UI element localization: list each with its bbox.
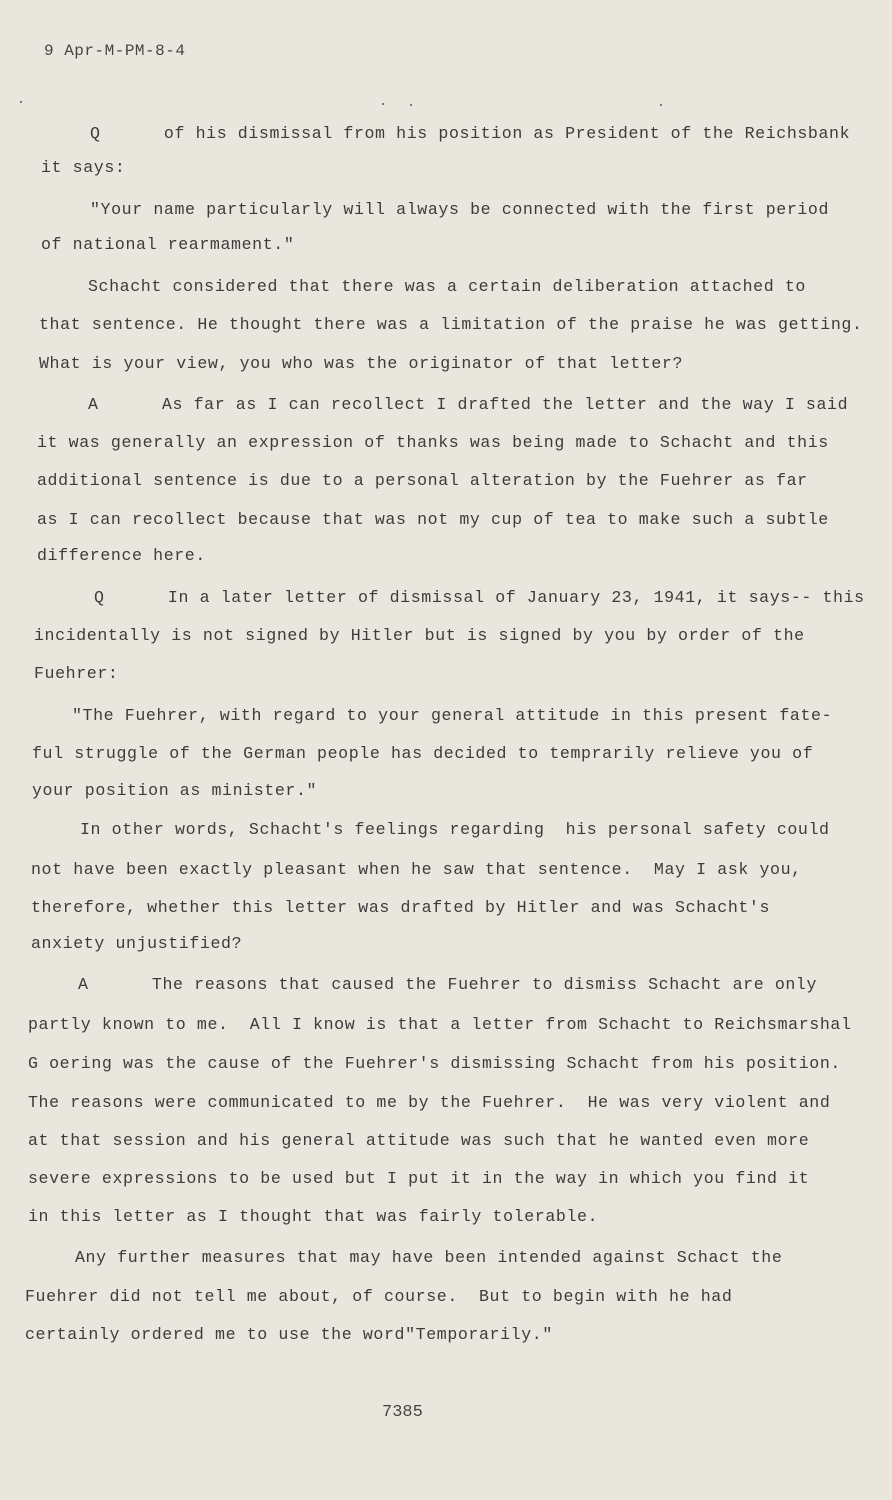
page-number: 7385 xyxy=(382,1403,423,1422)
text-line: Fuehrer: xyxy=(34,664,119,683)
text-line: Q In a later letter of dismissal of January 23, 1941, it says-- this xyxy=(94,588,865,607)
text-line: "The Fuehrer, with regard to your general attitude in this present fate- xyxy=(72,706,833,725)
text-line: it was generally an expression of thanks was being made to Schacht and this xyxy=(37,433,829,452)
text-line: your position as minister." xyxy=(32,781,318,800)
text-line: The reasons were communicated to me by the Fuehrer. He was very violent and xyxy=(28,1093,831,1112)
text-line: Fuehrer did not tell me about, of course. But to begin with he had xyxy=(25,1287,733,1306)
text-line: certainly ordered me to use the word"Temporarily." xyxy=(25,1325,553,1344)
text-line: in this letter as I thought that was fairly tolerable. xyxy=(28,1207,599,1226)
text-line: that sentence. He thought there was a limitation of the praise he was getting. xyxy=(39,315,863,334)
text-line: "Your name particularly will always be connected with the first period xyxy=(90,200,830,219)
scan-speck xyxy=(20,101,22,103)
text-line: it says: xyxy=(41,158,126,177)
scan-speck xyxy=(410,104,412,106)
scan-speck xyxy=(382,103,384,105)
text-line: A The reasons that caused the Fuehrer to dismiss Schacht are only xyxy=(78,975,818,994)
text-line: additional sentence is due to a personal alteration by the Fuehrer as far xyxy=(37,471,808,490)
text-line: therefore, whether this letter was drafted by Hitler and was Schacht's xyxy=(31,898,771,917)
text-line: anxiety unjustified? xyxy=(31,934,243,953)
text-line: severe expressions to be used but I put it in the way in which you find it xyxy=(28,1169,810,1188)
text-line: partly known to me. All I know is that a letter from Schacht to Reichsmarshal xyxy=(28,1015,852,1034)
text-line: difference here. xyxy=(37,546,206,565)
text-line: G oering was the cause of the Fuehrer's dismissing Schacht from his position. xyxy=(28,1054,841,1073)
text-line: Q of his dismissal from his position as President of the Reichsbank xyxy=(90,124,851,143)
scan-speck xyxy=(660,104,662,106)
text-line: incidentally is not signed by Hitler but is signed by you by order of the xyxy=(34,626,805,645)
text-line: of national rearmament." xyxy=(41,235,295,254)
text-line: A As far as I can recollect I drafted the letter and the way I said xyxy=(88,395,849,414)
text-line: ful struggle of the German people has decided to temprarily relieve you of xyxy=(32,744,814,763)
page-header: 9 Apr-M-PM-8-4 xyxy=(44,42,186,60)
text-line: What is your view, you who was the originator of that letter? xyxy=(39,354,684,373)
text-line: not have been exactly pleasant when he saw that sentence. May I ask you, xyxy=(31,860,802,879)
text-line: as I can recollect because that was not my cup of tea to make such a subtle xyxy=(37,510,829,529)
text-line: In other words, Schacht's feelings regarding his personal safety could xyxy=(80,820,830,839)
text-line: at that session and his general attitude was such that he wanted even more xyxy=(28,1131,810,1150)
text-line: Any further measures that may have been intended against Schact the xyxy=(75,1248,783,1267)
text-line: Schacht considered that there was a certain deliberation attached to xyxy=(88,277,806,296)
